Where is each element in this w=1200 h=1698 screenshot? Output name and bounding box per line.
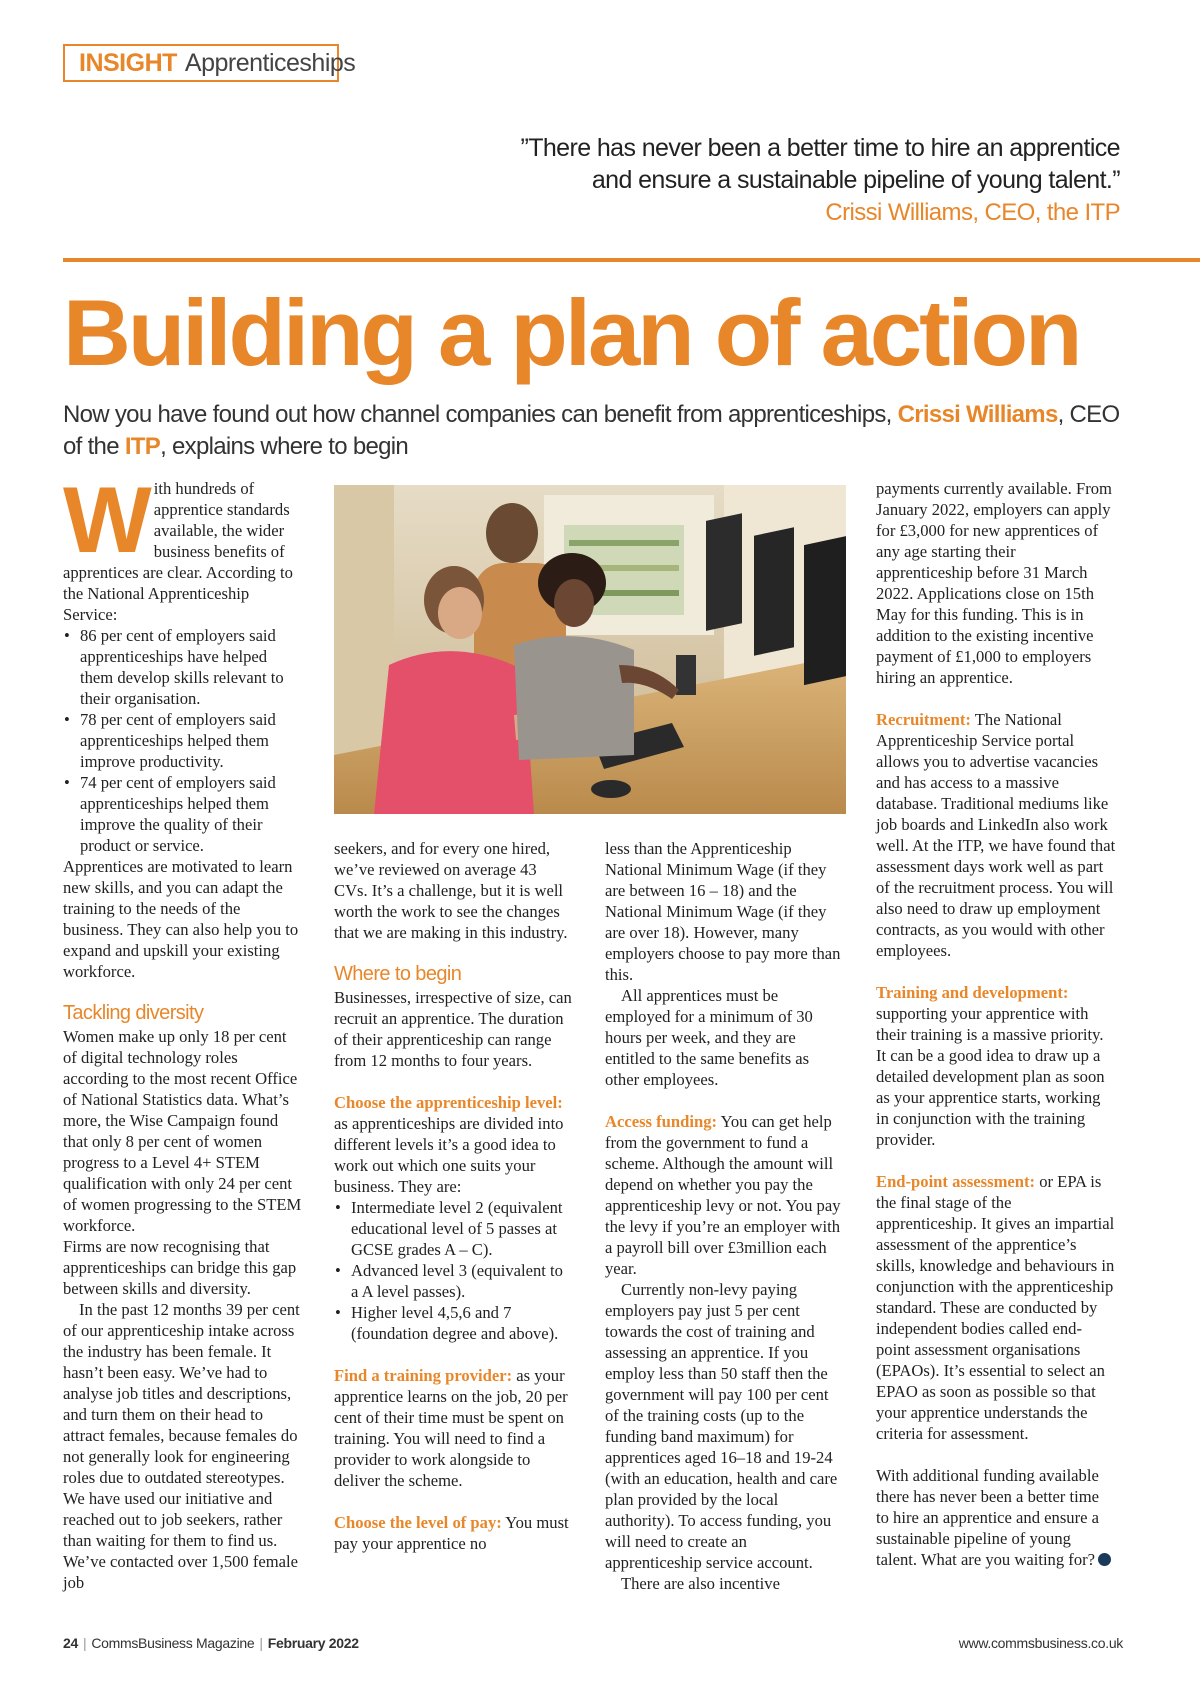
paragraph: payments currently available. From January 2022, employers can apply for £3,000 for new apprentices of any age starting their apprenticeship before 31 March 2022. Applications close on 15th May for this funding. This is in addition to the existing incentive payment of £1,000 to employers hiring an apprentice. <box>876 479 1112 687</box>
lead-in: Choose the level of pay: <box>334 1513 502 1532</box>
intro-paragraph: ith hundreds of apprentice standards available, the wider business benefits of apprentices are clear. According to the National Apprenticeship Service: <box>63 479 293 624</box>
list-item: • Intermediate level 2 (equivalent educational level of 5 passes at GCSE grades A – C). <box>334 1197 574 1260</box>
article-photo <box>334 485 846 814</box>
paragraph <box>876 1465 1116 1570</box>
paragraph <box>876 1171 1116 1444</box>
paragraph-text: You can get help from the government to fund a scheme. Although the amount will depend on whether you pay the apprenticeship levy or not. You pay the levy if you’re an employer with a payroll bill over £3million each year. <box>605 1112 841 1278</box>
pull-quote-attribution: Crissi Williams, CEO, the ITP <box>825 199 1120 226</box>
page-number: 24 <box>63 1635 78 1651</box>
paragraph: Businesses, irrespective of size, can recruit an apprentice. The duration of their apprenticeship can range from 12 months to four years. <box>334 988 572 1070</box>
column-1 <box>63 467 303 1593</box>
standfirst-author: Crissi Williams <box>897 401 1058 428</box>
section-tag <box>63 44 356 82</box>
closing-text: With additional funding available there has never been a better time to hire an apprentice and ensure a sustainable pipeline of young talent. What are you waiting for? <box>876 1466 1099 1569</box>
paragraph <box>334 1092 574 1197</box>
paragraph: less than the Apprenticeship National Minimum Wage (if they are between 16 – 18) and the National Minimum Wage (if they are over 18). However, many employers choose to pay more than this. <box>605 839 841 984</box>
benefits-list <box>63 625 303 856</box>
paragraph-text: The National Apprenticeship Service portal allows you to advertise vacancies and has access to a massive database. Traditional mediums like job boards and LinkedIn also work well. At the ITP, we have found that assessment days work well as part of the recruitment process. You will also need to draw up employment contracts, as you would with other employees. <box>876 710 1116 960</box>
paragraph-text: as your apprentice learns on the job, 20 per cent of their time must be spent on training. You will need to find a provider to work alongside to deliver the scheme. <box>334 1366 568 1490</box>
pull-quote-line-2: and ensure a sustainable pipeline of young talent.” <box>591 166 1120 194</box>
levels-list <box>334 1197 574 1344</box>
lead-in: Find a training provider: <box>334 1366 513 1385</box>
footer-separator: | <box>82 1635 87 1651</box>
paragraph: Currently non-levy paying employers pay just 5 per cent towards the cost of training and assessing an apprentice. If you employ less than 50 staff then the government will pay 100 per cent of the training costs (up to the funding band maximum) for apprentices aged 16–18 and 19-24 (with an education, health and care plan provided by the local authority). To access funding, you will need to create an apprenticeship service account. <box>605 1280 838 1572</box>
column-3 <box>605 838 845 1594</box>
lead-in: Training and development: <box>876 983 1069 1002</box>
column-2 <box>334 838 574 1554</box>
standfirst-part-2: , CEO of the <box>63 401 1120 460</box>
standfirst-part-1: Now you have found out how channel companies can benefit from apprenticeships, <box>63 401 892 428</box>
paragraph-text: supporting your apprentice with their training is a massive priority. It can be a good idea to draw up a detailed development plan as soon as your apprentice starts, working in conjunction with the training provider. <box>876 1004 1105 1149</box>
standfirst-org: ITP <box>124 433 161 460</box>
paragraph <box>334 1365 574 1491</box>
drop-cap: W <box>63 467 148 572</box>
paragraph-text: You must pay your apprentice no <box>334 1513 569 1553</box>
section-tag-strong: INSIGHT <box>79 48 177 77</box>
page-footer <box>63 1635 1123 1659</box>
issue-date: February 2022 <box>267 1635 359 1651</box>
publication-name: CommsBusiness Magazine <box>91 1635 255 1651</box>
paragraph: All apprentices must be employed for a minimum of 30 hours per week, and they are entitled to the same benefits as other employees. <box>605 986 813 1089</box>
standfirst <box>63 399 1138 463</box>
section-tag-rest: Apprenticeships <box>184 48 356 77</box>
paragraph <box>876 709 1116 961</box>
paragraph: Apprentices are motivated to learn new skills, and you can adapt the training to the needs of the business. They can also help you to expand and upskill your existing workforce. <box>63 857 299 981</box>
lead-in: Choose the apprenticeship level: <box>334 1093 563 1112</box>
lead-in: Access funding: <box>605 1112 718 1131</box>
divider-rule <box>63 258 1200 262</box>
list-item: • 86 per cent of employers said apprenticeships have helped them develop skills relevant to their organisation. <box>63 625 303 709</box>
paragraph: Firms are now recognising that apprenticeships can bridge this gap between skills and diversity. <box>63 1237 297 1298</box>
column-4 <box>876 478 1116 1570</box>
pull-quote-line-1: ”There has never been a better time to hire an apprentice <box>520 134 1120 162</box>
list-item: • 78 per cent of employers said apprenticeships helped them improve productivity. <box>63 709 303 772</box>
list-item: • Advanced level 3 (equivalent to a A level passes). <box>334 1260 574 1302</box>
office-scene-illustration <box>334 485 846 814</box>
paragraph <box>876 982 1116 1150</box>
end-mark-icon <box>1098 1553 1111 1566</box>
footer-separator: | <box>259 1635 263 1651</box>
paragraph: In the past 12 months 39 per cent of our apprenticeship intake across the industry has been female. It hasn’t been easy. We’ve had to analyse job titles and descriptions, and turn them on their head to attract females, because females do not generally look for engineering roles due to outdated stereotypes. We have used our initiative and reached out to job seekers, rather than waiting for them to find us. We’ve contacted over 1,500 female job <box>63 1300 300 1592</box>
lead-in: End-point assessment: <box>876 1172 1036 1191</box>
subhead-tackling-diversity: Tackling diversity <box>63 1002 204 1024</box>
subhead-where-to-begin: Where to begin <box>334 963 462 985</box>
paragraph <box>605 1111 845 1279</box>
pull-quote <box>500 132 1120 229</box>
paragraph: Women make up only 18 per cent of digital technology roles according to the most recent Office of National Statistics data. What’s more, the Wise Campaign found that only 8 per cent of women progress to a Level 4+ STEM qualification with only 24 per cent of women progressing to the STEM workforce. <box>63 1027 302 1235</box>
website-url[interactable]: www.commsbusiness.co.uk <box>958 1635 1123 1651</box>
headline: Building a plan of action <box>63 280 1080 385</box>
paragraph-text: as apprenticeships are divided into different levels it’s a good idea to work out which one suits your business. They are: <box>334 1114 564 1196</box>
paragraph <box>334 1512 574 1554</box>
lead-in: Recruitment: <box>876 710 971 729</box>
list-item: • Higher level 4,5,6 and 7 (foundation degree and above). <box>334 1302 574 1344</box>
footer-left <box>63 1635 359 1651</box>
paragraph: seekers, and for every one hired, we’ve reviewed on average 43 CVs. It’s a challenge, but it is well worth the work to see the changes that we are making in this industry. <box>334 839 568 942</box>
standfirst-part-3: , explains where to begin <box>160 433 409 460</box>
paragraph-text: or EPA is the final stage of the apprenticeship. It gives an impartial assessment of the apprentice’s skills, knowledge and behaviours in conjunction with the apprenticeship standard. These are conducted by independent bodies called end-point assessment organisations (EPAOs). It’s essential to select an EPAO as soon as possible so that your apprentice understands the criteria for assessment. <box>876 1172 1115 1443</box>
paragraph: There are also incentive <box>621 1574 780 1593</box>
list-item: • 74 per cent of employers said apprenticeships helped them improve the quality of their product or service. <box>63 772 303 856</box>
